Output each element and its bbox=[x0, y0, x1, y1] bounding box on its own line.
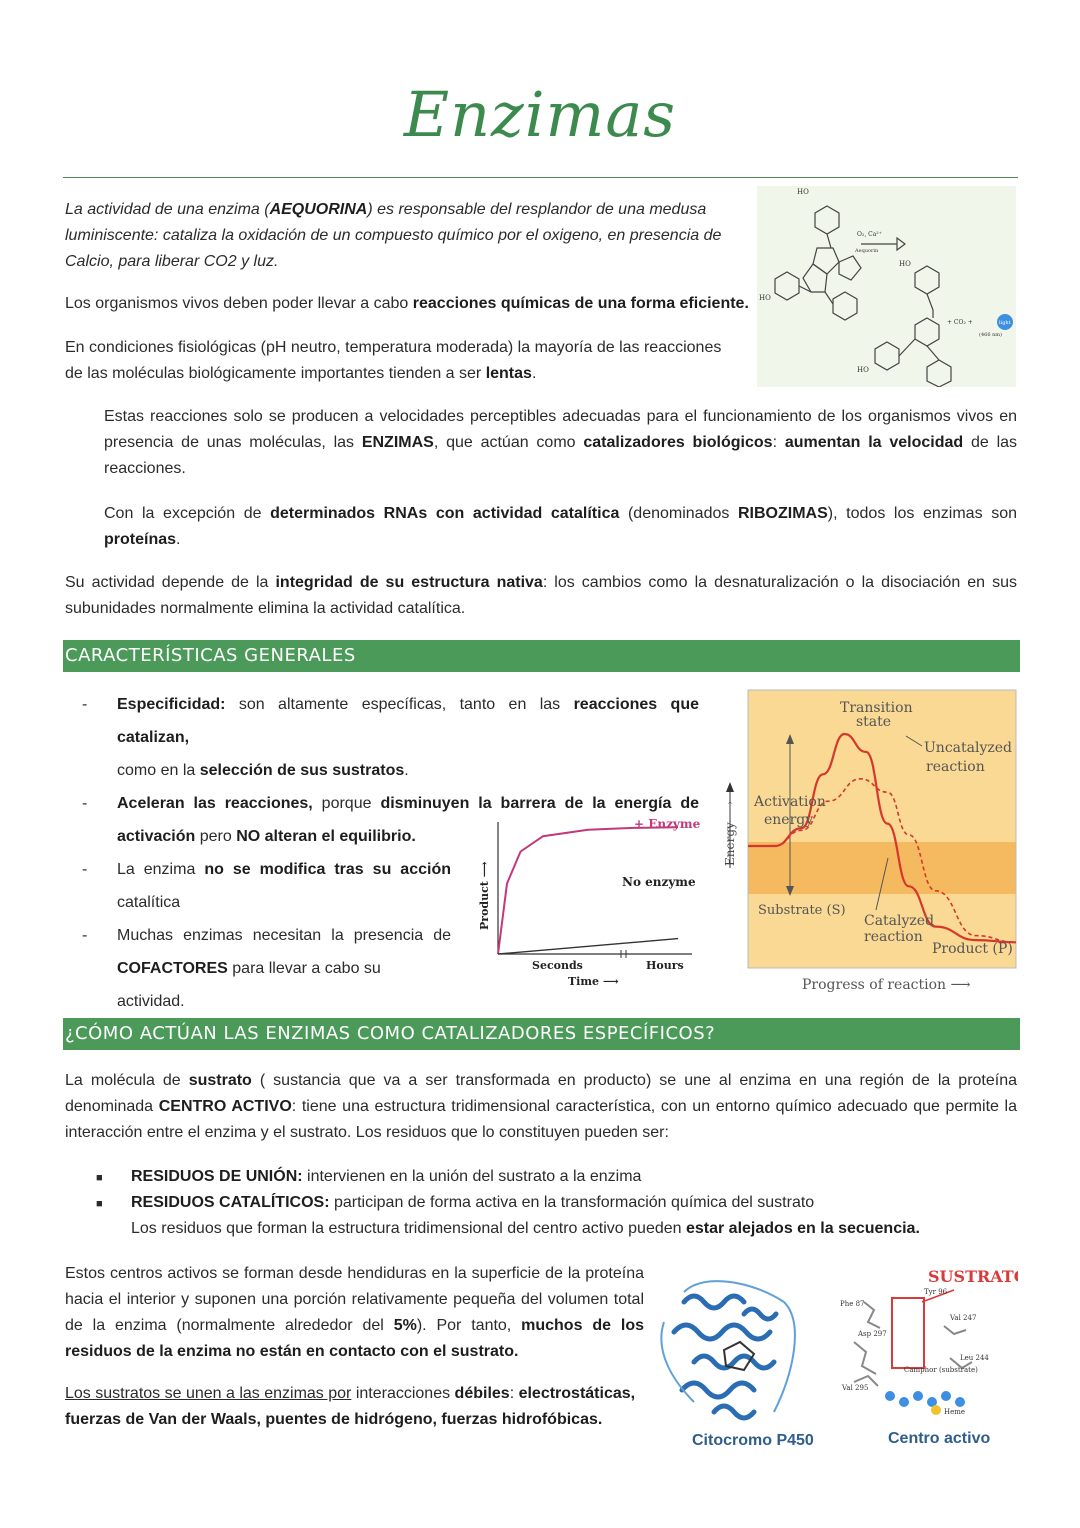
list-item: - La enzima no se modifica tras su acción catalítica bbox=[82, 861, 451, 911]
x-tick-seconds: Seconds bbox=[532, 959, 583, 972]
product-time-chart bbox=[468, 810, 708, 992]
weak-interactions-paragraph: Los sustratos se unen a las enzimas por interacciones débiles: electrostáticas, fuerzas de Van der Waals, puentes de hidrógeno, fuerzas hidrofóbicas. bbox=[65, 1385, 636, 1428]
residue-val295: Val 295 bbox=[842, 1384, 869, 1392]
y-axis-label: Energy ⟶ bbox=[723, 801, 737, 866]
residue-val247: Val 247 bbox=[950, 1314, 977, 1322]
residue-leu244: Leu 244 bbox=[960, 1354, 989, 1362]
catalyzed-label-1: Catalyzed bbox=[864, 913, 935, 929]
residues-list bbox=[96, 1164, 1017, 1242]
product-time-svg bbox=[468, 810, 708, 992]
ho-label-3: HO bbox=[899, 260, 911, 268]
iron-atom bbox=[931, 1405, 941, 1415]
caption-cytochrome: Citocromo P450 bbox=[692, 1432, 814, 1449]
transition-label-1: Transition bbox=[840, 700, 913, 716]
series-line-enzyme bbox=[498, 827, 678, 954]
intro-paragraph-3: En condiciones fisiológicas (pH neutro, temperatura moderada) la mayoría de las reacciones de las moléculas biológicamente importantes tienden a ser lentas. bbox=[65, 339, 722, 382]
uncatalyzed-label-1: Uncatalyzed bbox=[924, 740, 1012, 756]
heme-label: Heme bbox=[944, 1408, 966, 1416]
section-header-characteristics: CARACTERÍSTICAS GENERALES bbox=[63, 640, 1020, 672]
wavelength-label: (466 nm) bbox=[979, 332, 1002, 338]
title-divider bbox=[63, 177, 1018, 178]
ho-label-1: HO bbox=[797, 188, 809, 196]
reaction-conditions: O₂, Ca²⁺ bbox=[857, 231, 882, 238]
residue-asp297: Asp 297 bbox=[858, 1330, 887, 1338]
substrate-label: Substrate (S) bbox=[758, 903, 846, 918]
transition-label-2: state bbox=[856, 714, 892, 730]
ho-label-2: HO bbox=[759, 294, 771, 302]
intro-paragraph-1: La actividad de una enzima (AEQUORINA) es responsable del resplandor de una medusa luminiscente: cataliza la oxidación de un compuesto químico por el oxigeno, en presencia de Calcio, para liberar CO2 y luz. bbox=[65, 201, 722, 270]
p450-structure-illustration bbox=[654, 1262, 1018, 1458]
list-item: ■ RESIDUOS DE UNIÓN: intervienen en la unión del sustrato a la enzima bbox=[96, 1168, 642, 1185]
aequorin-structure-diagram bbox=[757, 186, 1016, 387]
substrate-highlight-box bbox=[892, 1298, 924, 1368]
list-item: - Especificidad: son altamente específicas, tanto en las reacciones que catalizan, como en la selección de sus sustratos. bbox=[82, 696, 700, 779]
list-item: - Aceleran las reacciones, porque disminuyen la barrera de la energía de activación pero NO alteran el equilibrio. bbox=[82, 795, 700, 845]
x-axis-label: Time ⟶ bbox=[568, 975, 619, 988]
aequorin-reaction-figure bbox=[757, 186, 1016, 387]
section-header-specific-catalysts: ¿CÓMO ACTÚAN LAS ENZIMAS COMO CATALIZADORES ESPECÍFICOS? bbox=[63, 1018, 1020, 1050]
no-enzyme-label: No enzyme bbox=[622, 875, 696, 889]
active-site-paragraph: La molécula de sustrato ( sustancia que va a ser transformada en producto) se une al enzima en una región de la proteína denominada CENTRO ACTIVO: tiene una estructura tridimensional característica, con un entorno químico adecuado que permite la interacción entre el enzima y el sustrato. Los residuos que lo constituyen pueden ser: bbox=[65, 1072, 1018, 1141]
sustrato-label: SUSTRATO bbox=[928, 1267, 1018, 1286]
caption-active-site: Centro activo bbox=[888, 1430, 991, 1447]
residues-note: Los residuos que forman la estructura tridimensional del centro activo pueden estar alejados en la secuencia. bbox=[131, 1220, 920, 1237]
clefts-paragraph: Estos centros activos se forman desde hendiduras en la superficie de la proteína hacia el interior y suponen una porción relativamente pequeña del volumen total de la enzima (normalmente alrededor del 5%). Por tanto, muchos de los residuos de la enzima no están en contacto con el sustrato. bbox=[65, 1265, 644, 1360]
activation-label-2: energy bbox=[764, 812, 814, 828]
ribozymes-paragraph: Con la excepción de determinados RNAs con actividad catalítica (denominados RIBOZIMAS), todos los enzimas son proteínas. bbox=[104, 505, 1017, 548]
series-line-no-enzyme bbox=[498, 939, 678, 954]
list-item: ■ RESIDUOS CATALÍTICOS: participan de forma activa en la transformación química del sustrato bbox=[96, 1194, 815, 1211]
y-axis-label: Product ⟶ bbox=[478, 861, 491, 930]
list-item: - Muchas enzimas necesitan la presencia de COFACTORES para llevar a cabo su actividad. bbox=[82, 927, 451, 1010]
camphor-label: Camphor (substrate) bbox=[904, 1366, 978, 1374]
ho-label-4: HO bbox=[857, 366, 869, 374]
enzymes-paragraph: Estas reacciones solo se producen a velocidades perceptibles adecuadas para el funcionamiento de los organismos vivos en presencia de unas moléculas, las ENZIMAS, que actúan como catalizadores biológicos: aumentan la velocidad de las reacciones. bbox=[104, 408, 1018, 477]
residue-phe87: Phe 87 bbox=[840, 1300, 865, 1308]
page-title: Enzimas bbox=[403, 78, 677, 151]
energy-diagram-chart bbox=[716, 688, 1018, 1000]
cytochrome-p450-figure bbox=[654, 1262, 1018, 1458]
enzyme-label: + Enzyme bbox=[634, 817, 701, 831]
catalyzed-label-2: reaction bbox=[864, 929, 923, 945]
intro-paragraph-2: Los organismos vivos deben poder llevar a cabo reacciones químicas de una forma eficiente. bbox=[65, 295, 749, 312]
reaction-products: + CO₂ + bbox=[947, 319, 973, 326]
x-tick-hours: Hours bbox=[646, 959, 684, 972]
residue-tyr96: Tyr 96 bbox=[924, 1288, 948, 1296]
light-label: light bbox=[999, 320, 1011, 326]
heme-atoms bbox=[885, 1391, 965, 1407]
native-structure-paragraph: Su actividad depende de la integridad de su estructura nativa: los cambios como la desnaturalización o la disociación en sus subunidades normalmente elimina la actividad catalítica. bbox=[65, 574, 1018, 617]
x-axis-label: Progress of reaction ⟶ bbox=[802, 977, 971, 993]
energy-diagram-svg bbox=[716, 688, 1018, 1000]
activation-label-1: Activation bbox=[754, 794, 826, 810]
y-axis-arrow-head bbox=[726, 782, 734, 792]
reaction-enzyme: Aequorin bbox=[855, 248, 879, 254]
uncatalyzed-label-2: reaction bbox=[926, 759, 985, 775]
product-label: Product (P) bbox=[932, 941, 1013, 957]
